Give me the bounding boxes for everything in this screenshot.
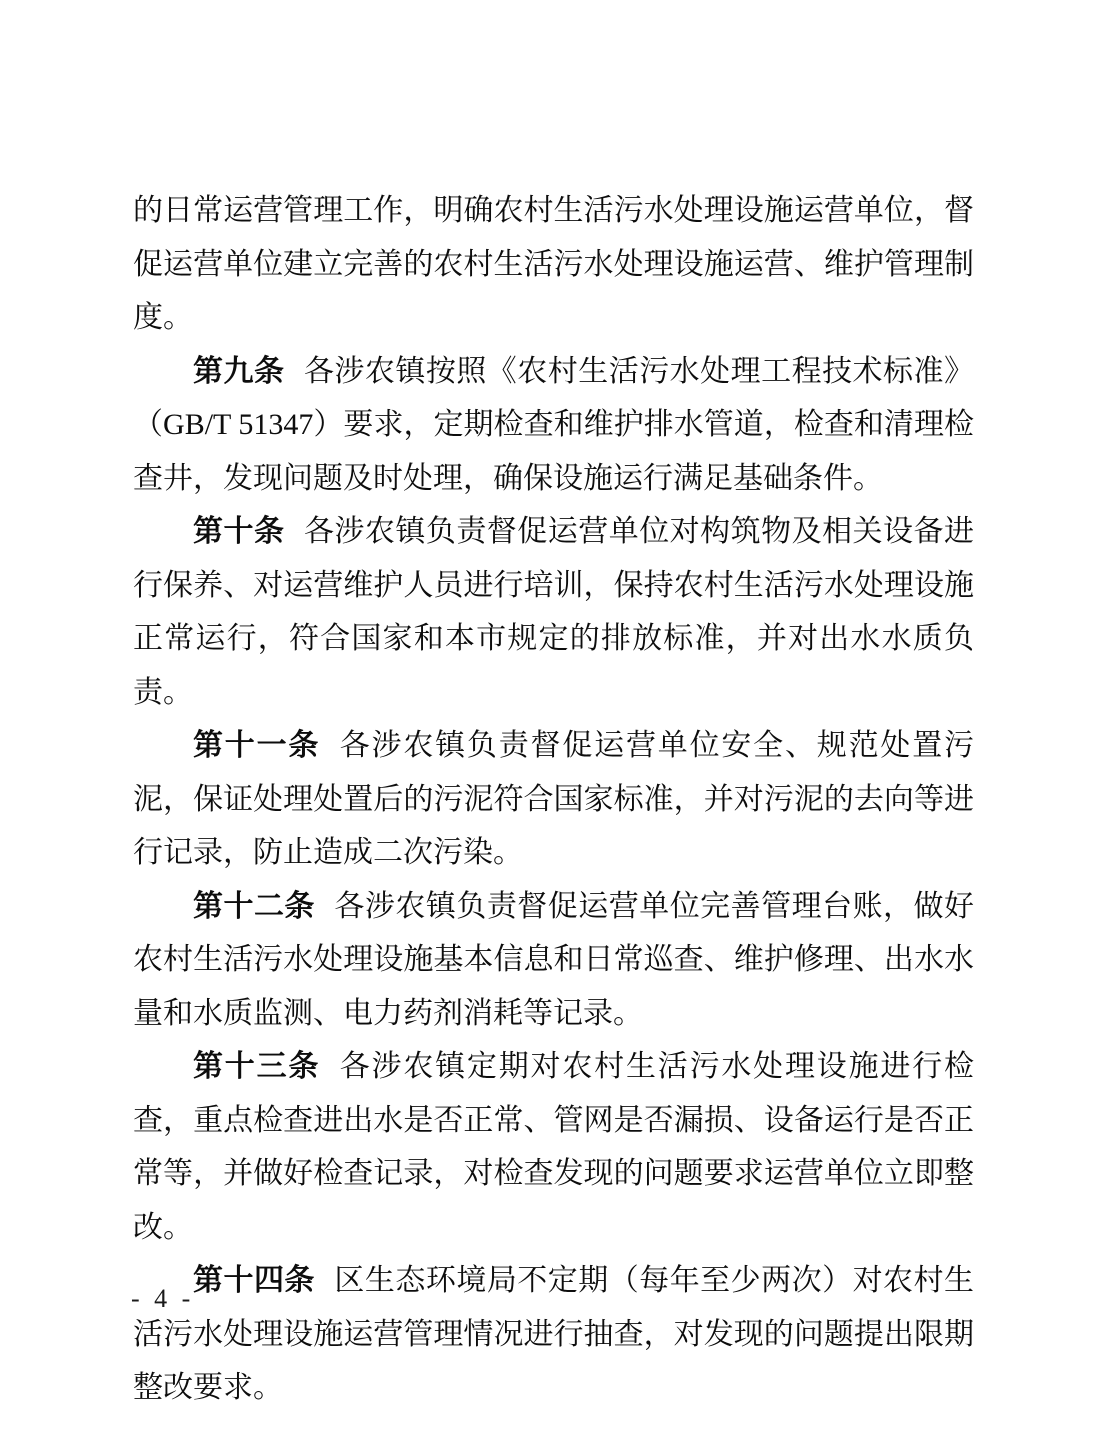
article-number: 第十四条 bbox=[193, 1264, 315, 1297]
paragraph-article-14 bbox=[133, 1254, 974, 1415]
article-number: 第十一条 bbox=[193, 729, 321, 762]
article-number: 第九条 bbox=[193, 354, 285, 388]
paragraph-text: 各涉农镇定期对农村生活污水处理设施进行检查，重点检查进出水是否正常、管网是否漏损、设备运行是否正常等，并做好检查记录，对检查发现的问题要求运营单位立即整改。 bbox=[133, 1050, 975, 1244]
paragraph-article-9 bbox=[133, 345, 974, 506]
paragraph-article-11 bbox=[133, 719, 974, 880]
article-number: 第十二条 bbox=[193, 889, 315, 923]
document-body bbox=[133, 184, 974, 1415]
article-number: 第十三条 bbox=[193, 1050, 321, 1083]
paragraph-text: 各涉农镇按照《农村生活污水处理工程技术标准》（GB/T 51347）要求，定期检查和维护排水管道，检查和清理检查井，发现问题及时处理，确保设施运行满足基础条件。 bbox=[133, 354, 974, 495]
paragraph-text: 各涉农镇负责督促运营单位安全、规范处置污泥，保证处理处置后的污泥符合国家标准，并对污泥的去向等进行记录，防止造成二次污染。 bbox=[133, 729, 975, 869]
paragraph-text: 各涉农镇负责督促运营单位完善管理台账，做好农村生活污水处理设施基本信息和日常巡查、维护修理、出水水量和水质监测、电力药剂消耗等记录。 bbox=[133, 889, 975, 1030]
page-number: - 4 - bbox=[131, 1284, 195, 1313]
paragraph-article-10 bbox=[133, 505, 974, 719]
paragraph-text: 的日常运营管理工作，明确农村生活污水处理设施运营单位，督促运营单位建立完善的农村生活污水处理设施运营、维护管理制度。 bbox=[133, 194, 974, 334]
paragraph-text: 区生态环境局不定期（每年至少两次）对农村生活污水处理设施运营管理情况进行抽查，对发现的问题提出限期整改要求。 bbox=[133, 1264, 975, 1404]
paragraph-article-12 bbox=[133, 880, 974, 1041]
paragraph-text: 各涉农镇负责督促运营单位对构筑物及相关设备进行保养、对运营维护人员进行培训，保持农村生活污水处理设施正常运行，符合国家和本市规定的排放标准，并对出水水质负责。 bbox=[133, 515, 974, 709]
paragraph-continuation bbox=[133, 184, 974, 345]
article-number: 第十条 bbox=[193, 515, 285, 548]
paragraph-article-13 bbox=[133, 1040, 974, 1254]
